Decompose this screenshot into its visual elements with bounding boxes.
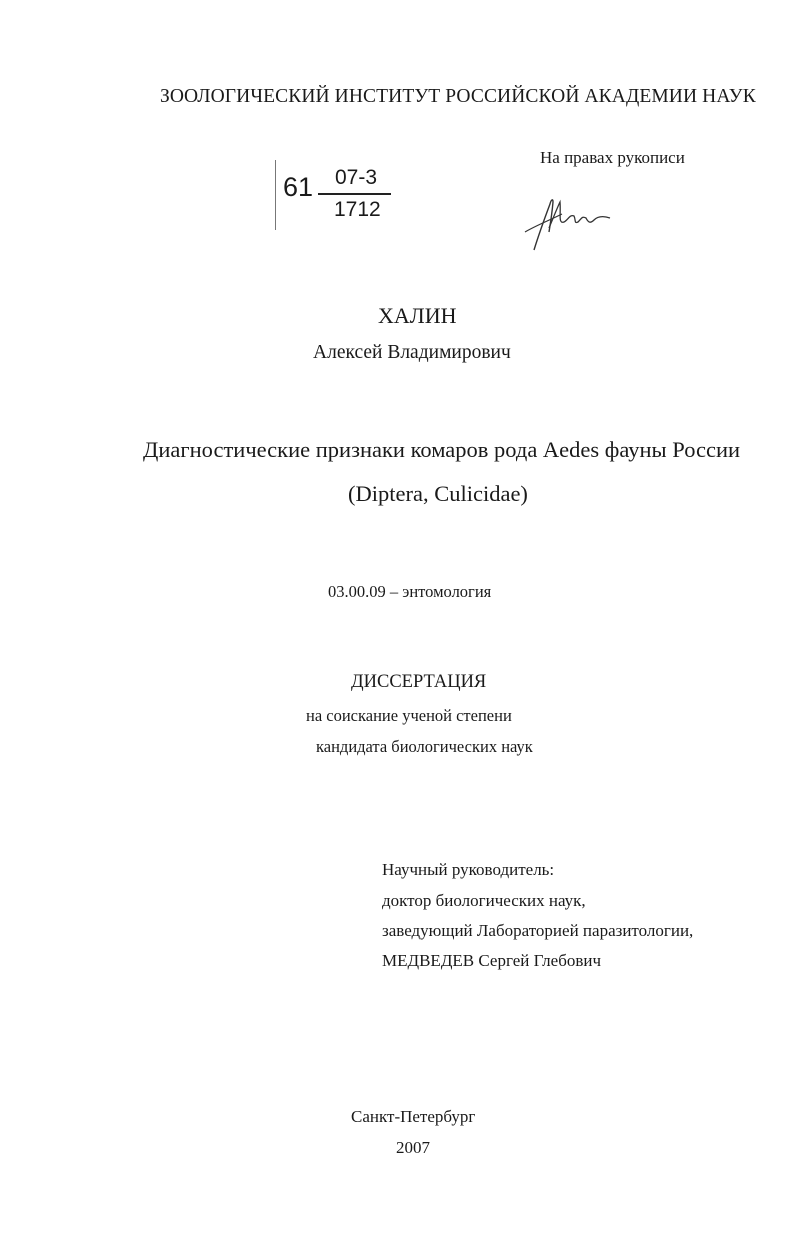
city: Санкт-Петербург	[351, 1107, 476, 1126]
stamp-fraction-line	[318, 193, 391, 195]
stamp-numerator: 07-3	[335, 166, 378, 189]
advisor-name: МЕДВЕДЕВ Сергей Глебович	[382, 951, 602, 970]
institute-name: ЗООЛОГИЧЕСКИЙ ИНСТИТУТ РОССИЙСКОЙ АКАДЕМИИ НАУК	[160, 86, 756, 107]
signature-icon	[520, 192, 612, 254]
thesis-title-line-2: (Diptera, Culicidae)	[348, 481, 528, 506]
author-surname: ХАЛИН	[378, 303, 457, 328]
stamp-number: 61	[283, 172, 314, 202]
document-type: ДИССЕРТАЦИЯ	[351, 672, 487, 692]
degree-line-1: на соискание ученой степени	[306, 706, 512, 725]
degree-line-2: кандидата биологических наук	[316, 737, 533, 756]
advisor-position: заведующий Лабораторией паразитологии,	[382, 921, 694, 940]
stamp-bar	[275, 160, 276, 230]
manuscript-rights-note: На правах рукописи	[540, 148, 685, 167]
advisor-heading: Научный руководитель:	[382, 860, 555, 879]
specialty-code: 03.00.09 – энтомология	[328, 582, 492, 601]
author-given-names: Алексей Владимирович	[313, 342, 511, 363]
thesis-title-line-1: Диагностические признаки комаров рода Aedes фауны России	[143, 437, 741, 462]
stamp-denominator: 1712	[334, 198, 381, 221]
year: 2007	[396, 1138, 430, 1157]
advisor-degree: доктор биологических наук,	[382, 891, 586, 910]
